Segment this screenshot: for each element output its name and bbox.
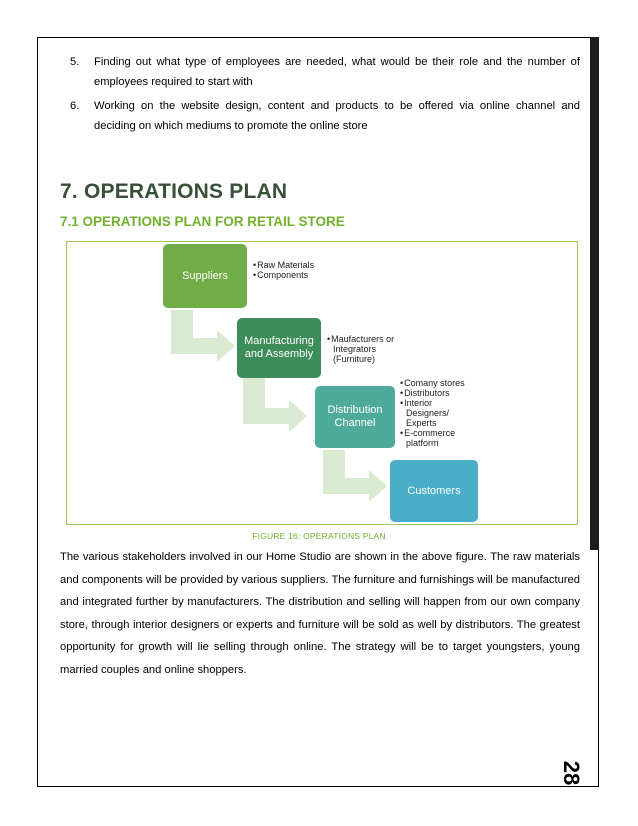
bullet-item: • Distributors bbox=[400, 388, 470, 398]
bullet-item: • Components bbox=[253, 270, 333, 280]
figure-caption: FIGURE 16: OPERATIONS PLAN bbox=[252, 531, 386, 541]
list-item-text: Finding out what type of employees are needed, what would be their role and the number of employees required to start with bbox=[94, 56, 580, 88]
task-list bbox=[70, 52, 580, 140]
stage-bullets bbox=[327, 334, 397, 364]
list-item-number: 5. bbox=[70, 56, 80, 68]
stage-label: Manufacturing and Assembly bbox=[244, 335, 314, 360]
stage-box-customers bbox=[390, 460, 478, 522]
subsection-heading: 7.1 OPERATIONS PLAN FOR RETAIL STORE bbox=[60, 214, 345, 229]
list-item bbox=[70, 96, 580, 136]
bullet-item: • E-commerce platform bbox=[400, 428, 470, 448]
section-heading: 7. OPERATIONS PLAN bbox=[60, 180, 288, 203]
stage-label: Customers bbox=[407, 484, 461, 497]
stage-bullets bbox=[400, 378, 470, 458]
flow-arrow bbox=[171, 310, 235, 362]
flow-arrow bbox=[243, 378, 307, 432]
body-paragraph: The various stakeholders involved in our Home Studio are shown in the above figure. The raw materials and components will be provided by various suppliers. The furniture and furnishings will be manufactured and integrated further by manufacturers. The distribution and selling will happen from our own company store, through interior designers or experts and furniture will be sold as well by distributors. The greatest opportunity for growth will lie selling through online. The strategy will be to target youngsters, young married couples and online shoppers. bbox=[60, 551, 580, 676]
stage-box-distribution bbox=[315, 386, 395, 448]
stage-bullets bbox=[253, 260, 333, 280]
list-item-number: 6. bbox=[70, 100, 80, 112]
arrow-layer bbox=[67, 242, 577, 524]
operations-diagram bbox=[66, 241, 578, 525]
bullet-item: • Raw Materials bbox=[253, 260, 333, 270]
flow-arrow bbox=[323, 450, 387, 502]
bullet-item: • Maufacturers or Integrators (Furniture) bbox=[327, 334, 397, 364]
stage-label: Suppliers bbox=[182, 269, 228, 282]
side-accent-bar bbox=[590, 37, 599, 550]
bullet-item: • Comany stores bbox=[400, 378, 470, 388]
stage-box-manufacturing bbox=[237, 318, 321, 378]
bullet-item: • Interior Designers/ Experts bbox=[400, 398, 470, 428]
stage-box-suppliers bbox=[163, 244, 247, 308]
stage-label: Distribution Channel bbox=[327, 404, 383, 429]
list-item bbox=[70, 52, 580, 92]
page-number: 28 bbox=[559, 760, 584, 786]
list-item-text: Working on the website design, content and products to be offered via online channel and deciding on which mediums to promote the online store bbox=[94, 100, 580, 132]
